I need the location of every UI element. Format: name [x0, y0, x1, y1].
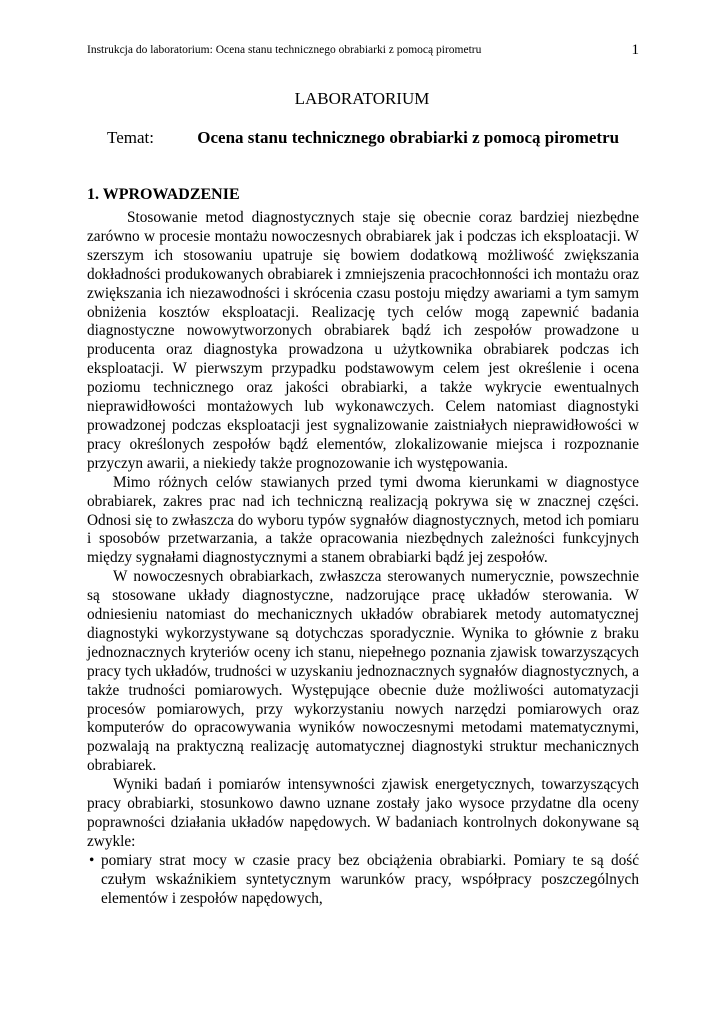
paragraph: Stosowanie metod diagnostycznych staje się obecnie coraz bardziej niezbędne zarówno w procesie montażu nowoczesnych obrabiarek jak i podczas ich eksploatacji. W szerszym ich stosowaniu upatruje się bowiem dodatkową możliwość zwiększania dokładności produkowanych obrabiarek i zmniejszenia pracochłonności ich montażu oraz zwiększania ich niezawodności i skrócenia czasu postoju między awariami a tym samym obniżenia kosztów eksploatacji. Realizację tych celów mogą zapewnić badania diagnostyczne nowowytworzonych obrabiarek bądź ich zespołów prowadzone u producenta oraz diagnostyka prowadzona u użytkownika obrabiarek podczas ich eksploatacji. W pierwszym przypadku podstawowym celem jest określenie i ocena poziomu technicznego oraz jakości obrabiarki, a także wykrycie ewentualnych nieprawidłowości montażowych lub wykonawczych. Celem natomiast diagnostyki prowadzonej podczas eksploatacji jest sygnalizowanie zaistniałych nieprawidłowości w pracy określonych zespołów bądź elementów, zlokalizowanie miejsca i rozpoznanie przyczyn awarii, a niekiedy także prognozowanie ich występowania.: [87, 209, 639, 472]
list-item-text: pomiary strat mocy w czasie pracy bez obciążenia obrabiarki. Pomiary te są dość czułym wskaźnikiem syntetycznym warunków pracy, współpracy poszczególnych elementów i zespołów napędowych,: [101, 851, 639, 907]
topic-value: Ocena stanu technicznego obrabiarki z pomocą pirometru: [197, 128, 620, 147]
list-item: [87, 852, 639, 909]
bullet-icon: •: [89, 851, 95, 869]
bullet-list: [87, 852, 639, 909]
body-text: [87, 209, 639, 909]
section-heading: 1. WPROWADZENIE: [87, 186, 240, 203]
topic-label: Temat:: [107, 128, 154, 147]
paragraph: Wyniki badań i pomiarów intensywności zjawisk energetycznych, towarzyszących pracy obrabiarki, stosunkowo dawno uznane zostały jako wysoce przydatne dla oceny poprawności działania układów napędowych. W badaniach kontrolnych dokonywane są zwykle:: [87, 776, 639, 850]
running-title: Instrukcja do laboratorium: Ocena stanu technicznego obrabiarki z pomocą pirometru: [87, 44, 482, 56]
document-title: LABORATORIUM: [294, 89, 430, 108]
topic-line: [107, 128, 667, 148]
page-number: 1: [631, 42, 639, 58]
paragraph: W nowoczesnych obrabiarkach, zwłaszcza sterowanych numerycznie, powszechnie są stosowane układy diagnostyczne, nadzorujące pracę układów sterowania. W odniesieniu natomiast do mechanicznych układów obrabiarek metody automatycznej diagnostyki wykorzystywane są dotychczas sporadycznie. Wynika to głównie z braku jednoznacznych kryteriów oceny ich stanu, niepełnego poznania zjawisk towarzyszących pracy tych układów, trudności w uzyskaniu jednoznacznych sygnałów diagnostycznych, a także trudności pomiarowych. Występujące obecnie duże możliwości automatyzacji procesów pomiarowych, przy wykorzystaniu nowych narzędzi pomiarowych oraz komputerów do opracowywania wyników nowoczesnymi metodami matematycznymi, pozwalają na praktyczną realizację automatycznej diagnostyki struktur mechanicznych obrabiarek.: [87, 568, 639, 775]
paragraph: Mimo różnych celów stawianych przed tymi dwoma kierunkami w diagnostyce obrabiarek, zakres prac nad ich techniczną realizacją pokrywa się w znacznej części. Odnosi się to zwłaszcza do wyboru typów sygnałów diagnostycznych, metod ich pomiaru i sposobów przetwarzania, a także opracowania niezbędnych zależności funkcyjnych między sygnałami diagnostycznymi a stanem obrabiarki bądź jej zespołów.: [87, 473, 639, 567]
page-header: [87, 42, 639, 62]
